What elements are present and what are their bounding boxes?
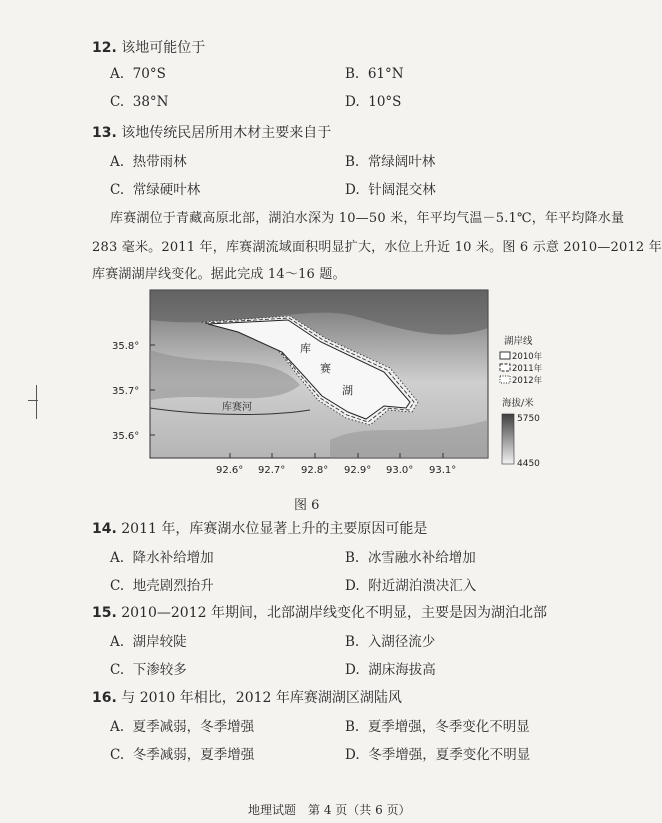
- q12-option-d: D. 10°S: [345, 94, 402, 110]
- passage-line-3: 库赛湖湖岸线变化。据此完成 14～16 题。: [92, 267, 346, 282]
- legend-2011-label: 2011年: [512, 364, 543, 374]
- figure-6-map: [112, 290, 543, 486]
- q16-option-c: C. 冬季减弱，夏季增强: [110, 747, 255, 763]
- legend-2010-label: 2010年: [512, 352, 543, 362]
- q12-option-c: C. 38°N: [110, 94, 169, 110]
- lon-label-92-6: 92.6°: [216, 465, 244, 476]
- lat-label-35-6: 35.6°: [112, 431, 140, 442]
- lake-label-2: 赛: [320, 362, 331, 375]
- lake-label-3: 湖: [342, 384, 353, 397]
- question-12-stem: 12. 该地可能位于: [92, 40, 206, 56]
- q13-option-b: B. 常绿阔叶林: [345, 154, 436, 170]
- q13-option-a: A. 热带雨林: [110, 154, 187, 170]
- q16-option-d: D. 冬季增强，夏季变化不明显: [345, 747, 531, 763]
- q13-option-c: C. 常绿硬叶林: [110, 182, 201, 198]
- lon-label-92-9: 92.9°: [344, 465, 372, 476]
- margin-tick: [36, 385, 37, 419]
- lake-shoreline-map: [112, 290, 543, 486]
- legend-2012-label: 2012年: [512, 376, 543, 386]
- question-13-stem: 13. 该地传统民居所用木材主要来自于: [92, 125, 332, 141]
- q14-option-d: D. 附近湖泊溃决汇入: [345, 578, 477, 594]
- q14-option-c: C. 地壳剧烈抬升: [110, 578, 214, 594]
- q14-option-a: A. 降水补给增加: [110, 550, 214, 566]
- legend-2011-swatch: [500, 364, 510, 371]
- river-label: 库赛河: [222, 402, 252, 413]
- q14-option-b: B. 冰雪融水补给增加: [345, 550, 476, 566]
- lake-label-1: 库: [300, 342, 311, 355]
- legend-elevation-title: 海拔/米: [502, 398, 534, 409]
- legend-elevation-bar: [502, 414, 514, 464]
- figure-caption: 图 6: [294, 498, 320, 513]
- q15-option-b: B. 入湖径流少: [345, 634, 436, 650]
- page-footer: 地理试题 第 4 页（共 6 页）: [248, 803, 411, 817]
- lon-label-92-7: 92.7°: [258, 465, 286, 476]
- q15-option-a: A. 湖岸较陡: [110, 634, 187, 650]
- q16-option-a: A. 夏季减弱，冬季增强: [110, 719, 255, 735]
- margin-dash: [28, 400, 38, 401]
- question-14-stem: 14. 2011 年，库赛湖水位显著上升的主要原因可能是: [92, 521, 428, 537]
- passage-line-2: 283 毫米。2011 年，库赛湖流域面积明显扩大，水位上升近 10 米。图 6 示意 2010—2012 年: [92, 240, 662, 255]
- passage-line-1: 库赛湖位于青藏高原北部，湖泊水深为 10—50 米，年平均气温－5.1℃，年平均降水量: [110, 211, 625, 226]
- q15-option-d: D. 湖床海拔高: [345, 662, 436, 678]
- lat-label-35-7: 35.7°: [112, 386, 140, 397]
- legend-elev-min: 4450: [517, 459, 540, 469]
- legend-shoreline-title: 湖岸线: [504, 336, 533, 347]
- lon-label-92-8: 92.8°: [301, 465, 329, 476]
- legend-2010-swatch: [500, 352, 510, 359]
- lon-label-93-1: 93.1°: [429, 465, 457, 476]
- lat-label-35-8: 35.8°: [112, 341, 140, 352]
- question-16-stem: 16. 与 2010 年相比，2012 年库赛湖湖区湖陆风: [92, 690, 402, 706]
- legend-elev-max: 5750: [517, 414, 540, 424]
- q12-option-a: A. 70°S: [110, 66, 166, 82]
- question-15-stem: 15. 2010—2012 年期间，北部湖岸线变化不明显，主要是因为湖泊北部: [92, 605, 547, 621]
- q12-option-b: B. 61°N: [345, 66, 404, 82]
- legend-2012-swatch: [500, 376, 510, 383]
- q16-option-b: B. 夏季增强，冬季变化不明显: [345, 719, 530, 735]
- q15-option-c: C. 下渗较多: [110, 662, 187, 678]
- lon-label-93-0: 93.0°: [386, 465, 414, 476]
- q13-option-d: D. 针阔混交林: [345, 182, 436, 198]
